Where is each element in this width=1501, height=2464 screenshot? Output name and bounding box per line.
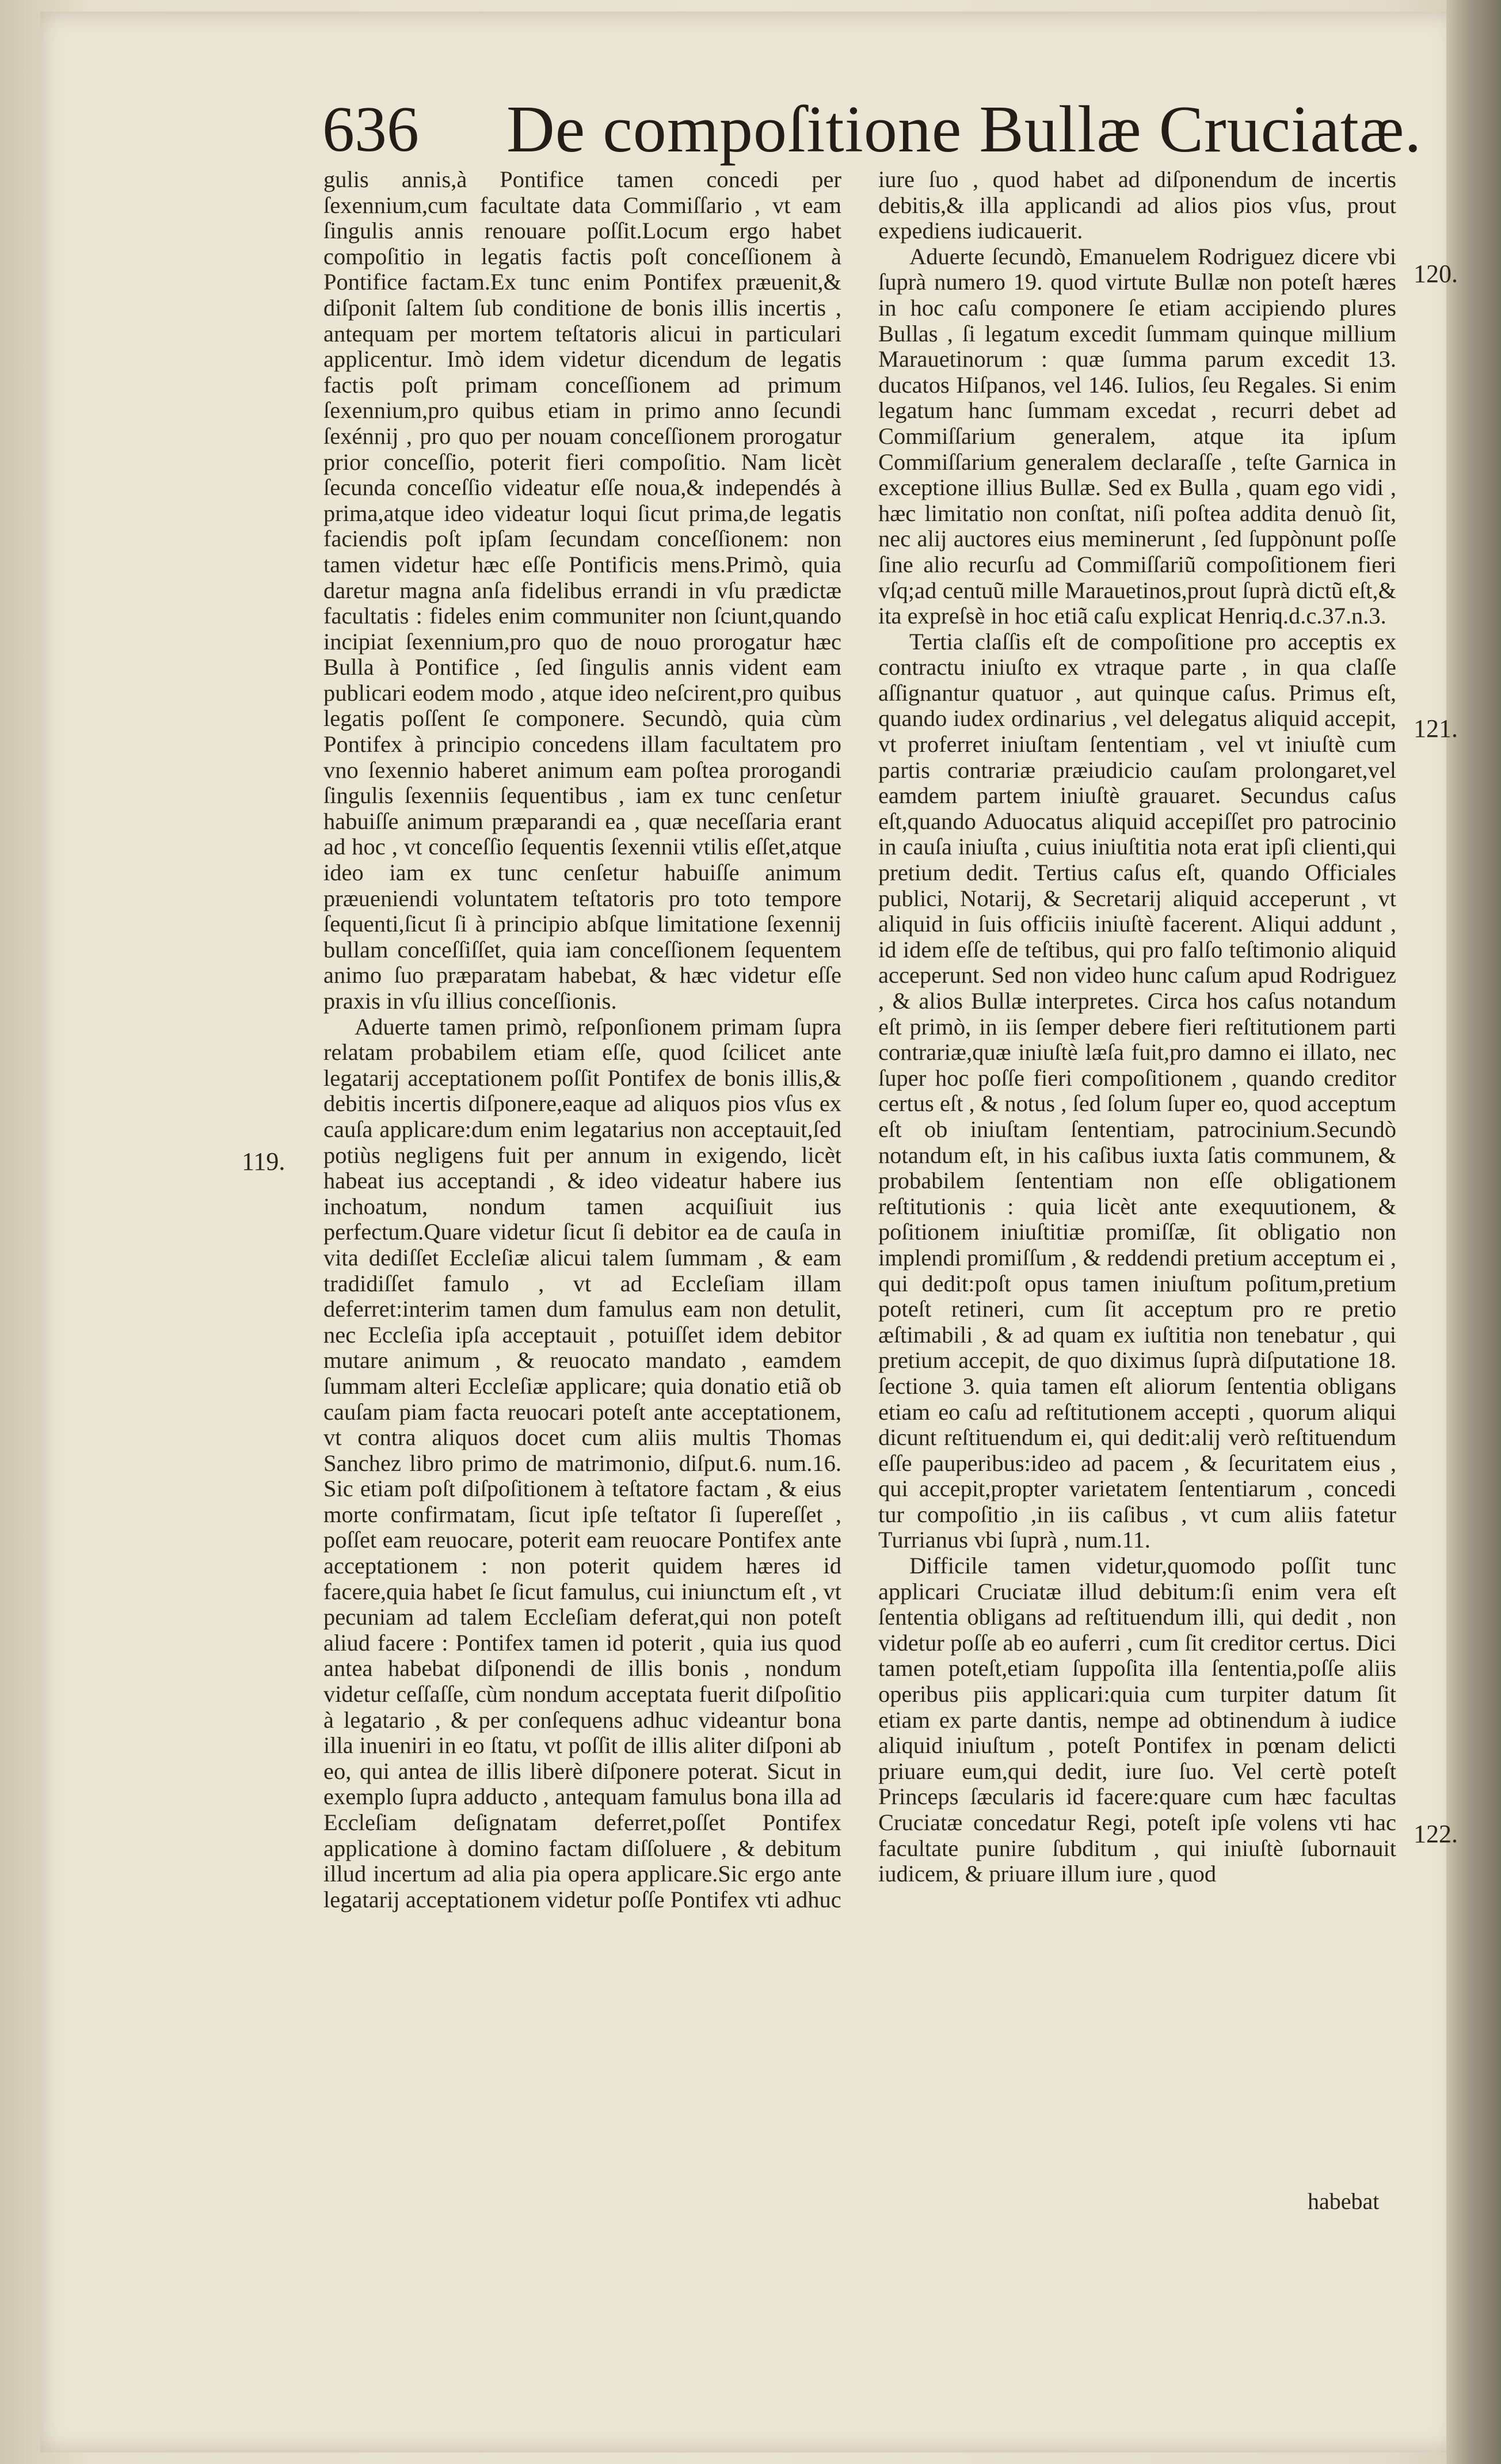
marginal-number: 121. [1414, 714, 1458, 743]
marginal-number: 122. [1414, 1820, 1458, 1848]
paragraph: Aduerte tamen primò, reſponſionem primam ſupra relatam probabilem etiam eſſe, quod ſcilicet ante legatarij acceptationem poſſit Pontifex de bonis illis,& debitis incertis diſponere,eaque ad aliquos pios vſus ex cauſa applicare:dum enim legatarius non acceptauit,ſed potiùs negligens fuit per annum in exigendo, licèt habeat ius acceptandi , & ideo videatur habere ius inchoatum, nondum tamen acquiſiuit ius perfectum.Quare videtur ſicut ſi debitor ea de cauſa in vita dediſſet Eccleſiæ alicui talem ſummam , & eam tradidiſſet famulo , vt ad Eccleſiam illam deferret:interim tamen dum famulus eam non detulit, nec Eccleſia ipſa acceptauit , potuiſſet idem debitor mutare animum , & reuocato mandato , eamdem ſummam alteri Eccleſiæ applicare; quia donatio etiã ob cauſam piam facta reuocari poteſt ante acceptationem, vt contra aliquos docet cum aliis multis Thomas Sanchez libro primo de matrimonio, diſput.6. num.16. Sic etiam poſt diſpoſitionem à teſtatore factam , & eius morte confirmatam, ſicut ipſe teſtator ſi ſupereſſet , poſſet eam reuocare, poterit eam reuocare Pontifex ante acceptationem : non poterit quidem hæres id facere,quia habet ſe ſicut famulus, cui iniunctum eſt , vt pecuniam ad talem Eccleſiam deferat,qui non poteſt aliud facere : Pontifex tamen id poterit , quia ius quod antea habebat diſponendi de illis bonis , nondum videtur ceſſaſſe, cùm nondum acceptata fuerit diſpoſitio à legatario , & per conſequens adhuc videantur bona illa inueniri in eo ſtatu, vt poſſit de illis aliter diſponi ab eo, qui antea de illis liberè diſponere poterat. Sicut in exemplo ſupra adducto , antequam famulus bona illa ad Eccleſiam deſignatam deferret,poſſet Pontifex applicatione à domino factam diſſoluere , & debitum illud incertum ad alia pia opera applicare.Sic ergo ante legatarij acceptationem videtur poſſe Pontifex vti adhuc [323, 1013, 841, 1912]
right-column [878, 167, 1396, 1887]
running-title: De compoſitione Bullæ Cruciatæ. [506, 93, 1422, 166]
paragraph: Aduerte ſecundò, Emanuelem Rodriguez dicere vbi ſuprà numero 19. quod virtute Bullæ non poteſt hæres in hoc caſu componere ſe etiam accipiendo plures Bullas , ſi legatum excedit ſummam quinque millium Marauetinorum : quæ ſumma parum excedit 13. ducatos Hiſpanos, vel 146. Iulios, ſeu Regales. Si enim legatum hanc ſummam excedat , recurri debet ad Commiſſarium generalem, atque ita ipſum Commiſſarium generalem declaraſſe , teſte Garnica in exceptione illius Bullæ. Sed ex Bulla , quam ego vidi , hæc limitatio non conſtat, niſi poſtea addita denuò ſit, nec alij auctores eius meminerunt , ſed ſuppònunt poſſe ſine alio recurſu ad Commiſſariũ compoſitionem fieri vſq;ad centuũ mille Marauetinos,prout ſuprà dictũ eſt,& ita expreſsè in hoc etiã caſu explicat Henriq.d.c.37.n.3. [878, 243, 1396, 629]
paragraph: iure ſuo , quod habet ad diſponendum de incertis debitis,& illa applicandi ad alios pios vſus, prout expediens iudicauerit. [878, 166, 1396, 244]
marginal-number: 120. [1414, 260, 1458, 288]
left-column [323, 167, 841, 1912]
catchword: habebat [1308, 2188, 1380, 2214]
book-gutter [1446, 0, 1501, 2464]
paragraph: gulis annis,à Pontifice tamen concedi per ſexennium,cum facultate data Commiſſario , vt eam ſingulis annis renouare poſſit.Locum ergo habet compoſitio in legatis factis poſt conceſſionem à Pontifice factam.Ex tunc enim Pontifex præuenit,& diſponit ſaltem ſub conditione de bonis illis incertis , antequam per mortem teſtatoris alicui in particulari applicentur. Imò idem videtur dicendum de legatis factis poſt primam conceſſionem ad primum ſexennium,pro quibus etiam in primo anno ſecundi ſexénnij , pro quo per nouam conceſſionem prorogatur prior conceſſio, poterit fieri compoſitio. Nam licèt ſecunda conceſſio videatur eſſe noua,& independés à prima,atque ideo videatur loqui ſicut prima,de legatis faciendis poſt ipſam ſecundam conceſſionem: non tamen videtur hæc eſſe Pontificis mens.Primò, quia daretur magna anſa fidelibus errandi in vſu prædictæ facultatis : fideles enim communiter non ſciunt,quando incipiat ſexennium,pro quo de nouo prorogatur hæc Bulla à Pontifice , ſed ſingulis annis vident eam publicari eodem modo , atque ideo neſcirent,pro quibus legatis poſſent ſe componere. Secundò, quia cùm Pontifex à principio concedens illam facultatem pro vno ſexennio haberet animum eam poſtea prorogandi ſingulis ſexenniis ſequentibus , iam ex tunc cenſetur habuiſſe animum præparandi ea , quæ neceſſaria erant ad hoc , vt conceſſio ſequentis ſexennii vtilis eſſet,atque ideo iam ex tunc cenſetur habuiſſe animum præueniendi voluntatem teſtatoris pro toto tempore ſequenti,ſicut ſi à principio abſque limitatione ſexennij bullam conceſſiſſet, quia iam conceſſionem ſequentem animo ſuo præparatam habebat, & hæc videtur eſſe praxis in vſu illius conceſſionis. [323, 166, 841, 1014]
page-header [322, 86, 1422, 173]
paragraph: Tertia claſſis eſt de compoſitione pro acceptis ex contractu iniuſto ex vtraque parte , in qua claſſe aſſignantur quatuor , aut quinque caſus. Primus eſt, quando iudex ordinarius , vel delegatus aliquid accepit, vt proferret iniuſtam ſententiam , vel vt iniuſtè cum partis contrariæ præiudicio cauſam prolongaret,vel eamdem partem iniuſtè grauaret. Secundus caſus eſt,quando Aduocatus aliquid accepiſſet pro patrocinio in cauſa iniuſta , cuius iniuſtitia nota erat ipſi clienti,qui pretium dedit. Tertius caſus eſt, quando Officiales publici, Notarij, & Secretarij aliquid acceperunt , vt aliquid in ſuis officiis iniuſtè facerent. Aliqui addunt , id idem eſſe de teſtibus, qui pro falſo teſtimonio aliquid acceperunt. Sed non video hunc caſum apud Rodriguez , & alios Bullæ interpretes. Circa hos caſus notandum eſt primò, in iis ſemper debere fieri reſtitutionem parti contrariæ,quæ iniuſtè læſa fuit,pro damno ei illato, nec ſuper hoc poſſe fieri compoſitionem , quando creditor certus eſt , & notus , ſed ſolum ſuper eo, quod acceptum eſt ob iniuſtam ſententiam, patrocinium.Secundò notandum eſt, in his caſibus iuxta ſatis communem, & probabilem ſententiam non eſſe obligationem reſtitutionis : quia licèt ante exequutionem, & poſitionem iniuſtitiæ promiſſæ, ſit obligatio non implendi promiſſum , & reddendi pretium acceptum ei , qui dedit:poſt opus tamen iniuſtum poſitum,pretium poteſt retineri, cum ſit acceptum pro re pretio æſtimabili , & ad quam ex iuſtitia non tenebatur , qui pretium accepit, de quo diximus ſuprà diſputatione 18. ſectione 3. quia tamen eſt aliorum ſententia obligans etiam eo caſu ad reſtitutionem accepti , quorum aliqui dicunt reſtituendum ei, qui dedit:alij verò reſtituendum eſſe pauperibus:ideo ad pacem , & ſecuritatem eius , qui accepit,propter varietatem ſententiarum , concedi tur compoſitio ,in iis caſibus , vt cum aliis fatetur Turrianus vbi ſuprà , num.11. [878, 628, 1396, 1553]
page-number: 636 [322, 94, 419, 165]
marginal-number: 119. [242, 1147, 285, 1176]
paragraph: Difficile tamen videtur,quomodo poſſit tunc applicari Cruciatæ illud debitum:ſi enim vera eſt ſententia obligans ad reſtituendum illi, qui dedit , non videtur poſſe ab eo auferri , cum ſit creditor certus. Dici tamen poteſt,etiam ſuppoſita illa ſententia,poſſe aliis operibus piis applicari:quia cum turpiter datum ſit etiam ex parte dantis, nempe ad obtinendum à iudice aliquid iniuſtum , poteſt Pontifex in pœnam delicti priuare eum,qui dedit, iure ſuo. Vel certè poteſt Princeps ſæcularis id facere:quare cum hæc facultas Cruciatæ concedatur Regi, poteſt ipſe volens vti hac facultate punire ſubditum , qui iniuſtè ſubornauit iudicem, & priuare illum iure , quod [878, 1553, 1396, 1887]
